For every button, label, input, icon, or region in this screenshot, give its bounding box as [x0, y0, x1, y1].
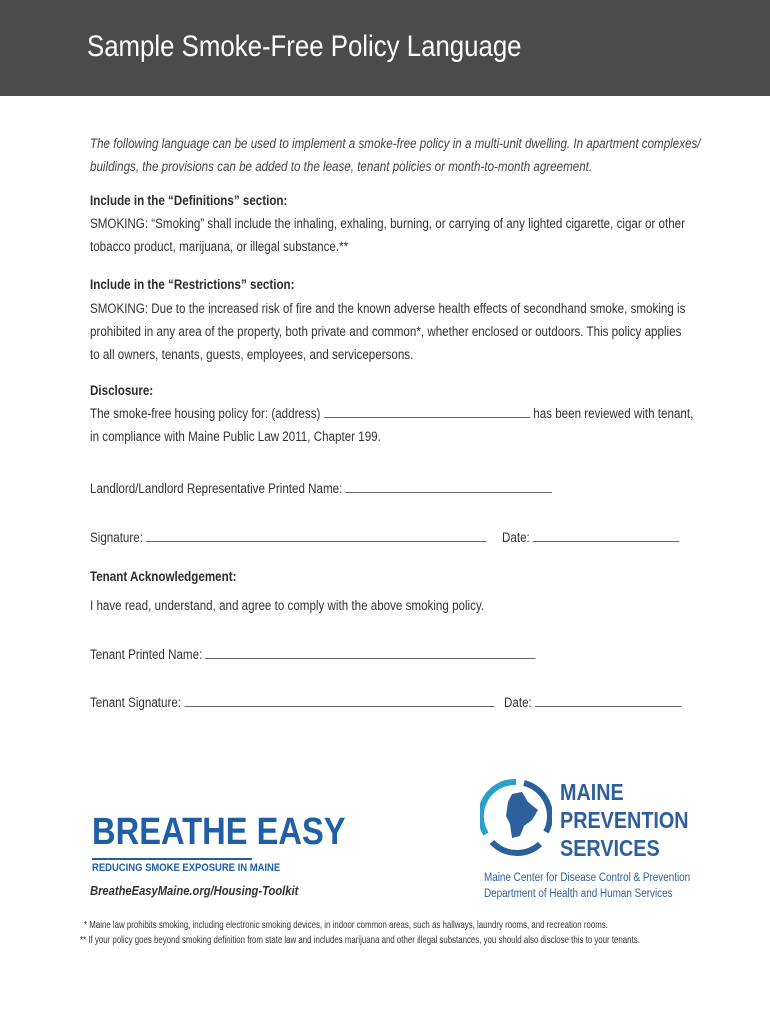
landlord-name-label: Landlord/Landlord Representative Printed Name: — [90, 481, 343, 496]
mps-sub-line: Department of Health and Human Services — [484, 888, 673, 900]
tenant-date-field[interactable] — [535, 693, 681, 707]
landlord-date-field[interactable] — [533, 528, 679, 542]
breathe-easy-divider — [92, 858, 252, 860]
disclosure-section — [90, 380, 693, 447]
disclosure-address-label: The smoke-free housing policy for: (address) — [90, 406, 321, 421]
tenant-name-label: Tenant Printed Name: — [90, 647, 203, 662]
tenant-heading: Tenant Acknowledgement: — [90, 569, 237, 584]
mps-line: PREVENTION — [560, 807, 689, 833]
tenant-section — [90, 566, 484, 616]
breathe-easy-url: BreatheEasyMaine.org/Housing-Toolkit — [90, 883, 299, 898]
tenant-statement: I have read, understand, and agree to comply with the above smoking policy. — [90, 598, 485, 613]
breathe-easy-title: BREATHE EASY — [92, 811, 346, 853]
mps-line: MAINE — [560, 779, 624, 805]
mps-subtitle — [484, 870, 690, 902]
disclosure-text: in compliance with Maine Public Law 2011, Chapter 199. — [90, 429, 381, 444]
page-header — [0, 0, 770, 96]
landlord-name-field[interactable] — [346, 479, 552, 493]
landlord-date-label: Date: — [502, 530, 530, 545]
breathe-easy-subtitle: REDUCING SMOKE EXPOSURE IN MAINE — [92, 862, 281, 874]
intro-line: buildings, the provisions can be added to the lease, tenant policies or month-to-month agreement. — [90, 159, 593, 174]
footnote: ** If your policy goes beyond smoking definition from state law and includes marijuana and other illegal substances, you should also disclose this to your tenants. — [80, 934, 640, 946]
restrictions-text: SMOKING: Due to the increased risk of fire and the known adverse health effects of secondhand smoke, smoking is — [90, 301, 686, 316]
landlord-date-row — [502, 528, 679, 545]
breathe-easy-logo — [92, 812, 346, 852]
tenant-signature-field[interactable] — [184, 693, 494, 707]
restrictions-section — [90, 274, 685, 365]
restrictions-text: to all owners, tenants, guests, employees, and servicepersons. — [90, 347, 414, 362]
restrictions-heading: Include in the “Restrictions” section: — [90, 277, 295, 292]
landlord-name-row — [90, 479, 552, 496]
restrictions-text: prohibited in any area of the property, both private and common*, whether enclosed or outdoors. This policy applies — [90, 324, 682, 339]
tenant-date-label: Date: — [504, 695, 532, 710]
landlord-signature-field[interactable] — [146, 528, 487, 542]
tenant-name-field[interactable] — [206, 645, 536, 659]
intro-line: The following language can be used to implement a smoke-free policy in a multi-unit dwelling. In apartment complexes/ — [90, 136, 701, 151]
mps-line: SERVICES — [560, 835, 660, 861]
page-title: Sample Smoke-Free Policy Language — [87, 30, 522, 63]
tenant-signature-row — [90, 693, 494, 710]
maine-state-emblem-icon — [480, 776, 552, 860]
mps-wordmark — [560, 778, 689, 862]
tenant-signature-label: Tenant Signature: — [90, 695, 182, 710]
landlord-signature-label: Signature: — [90, 530, 143, 545]
mps-sub-line: Maine Center for Disease Control & Prevention — [484, 872, 691, 884]
definitions-text: tobacco product, marijuana, or illegal substance.** — [90, 239, 349, 254]
intro-paragraph — [90, 132, 700, 178]
tenant-date-row — [504, 693, 681, 710]
definitions-section — [90, 190, 685, 257]
definitions-text: SMOKING: “Smoking” shall include the inhaling, exhaling, burning, or carrying of any lighted cigarette, cigar or other — [90, 216, 685, 231]
disclosure-text: has been reviewed with tenant, — [533, 406, 694, 421]
footnote: * Maine law prohibits smoking, including electronic smoking devices, in indoor common areas, such as hallways, laundry rooms, and recreation rooms. — [84, 919, 608, 931]
disclosure-heading: Disclosure: — [90, 383, 154, 398]
landlord-signature-row — [90, 528, 487, 545]
tenant-name-row — [90, 645, 536, 662]
address-field[interactable] — [324, 404, 530, 418]
definitions-heading: Include in the “Definitions” section: — [90, 193, 288, 208]
